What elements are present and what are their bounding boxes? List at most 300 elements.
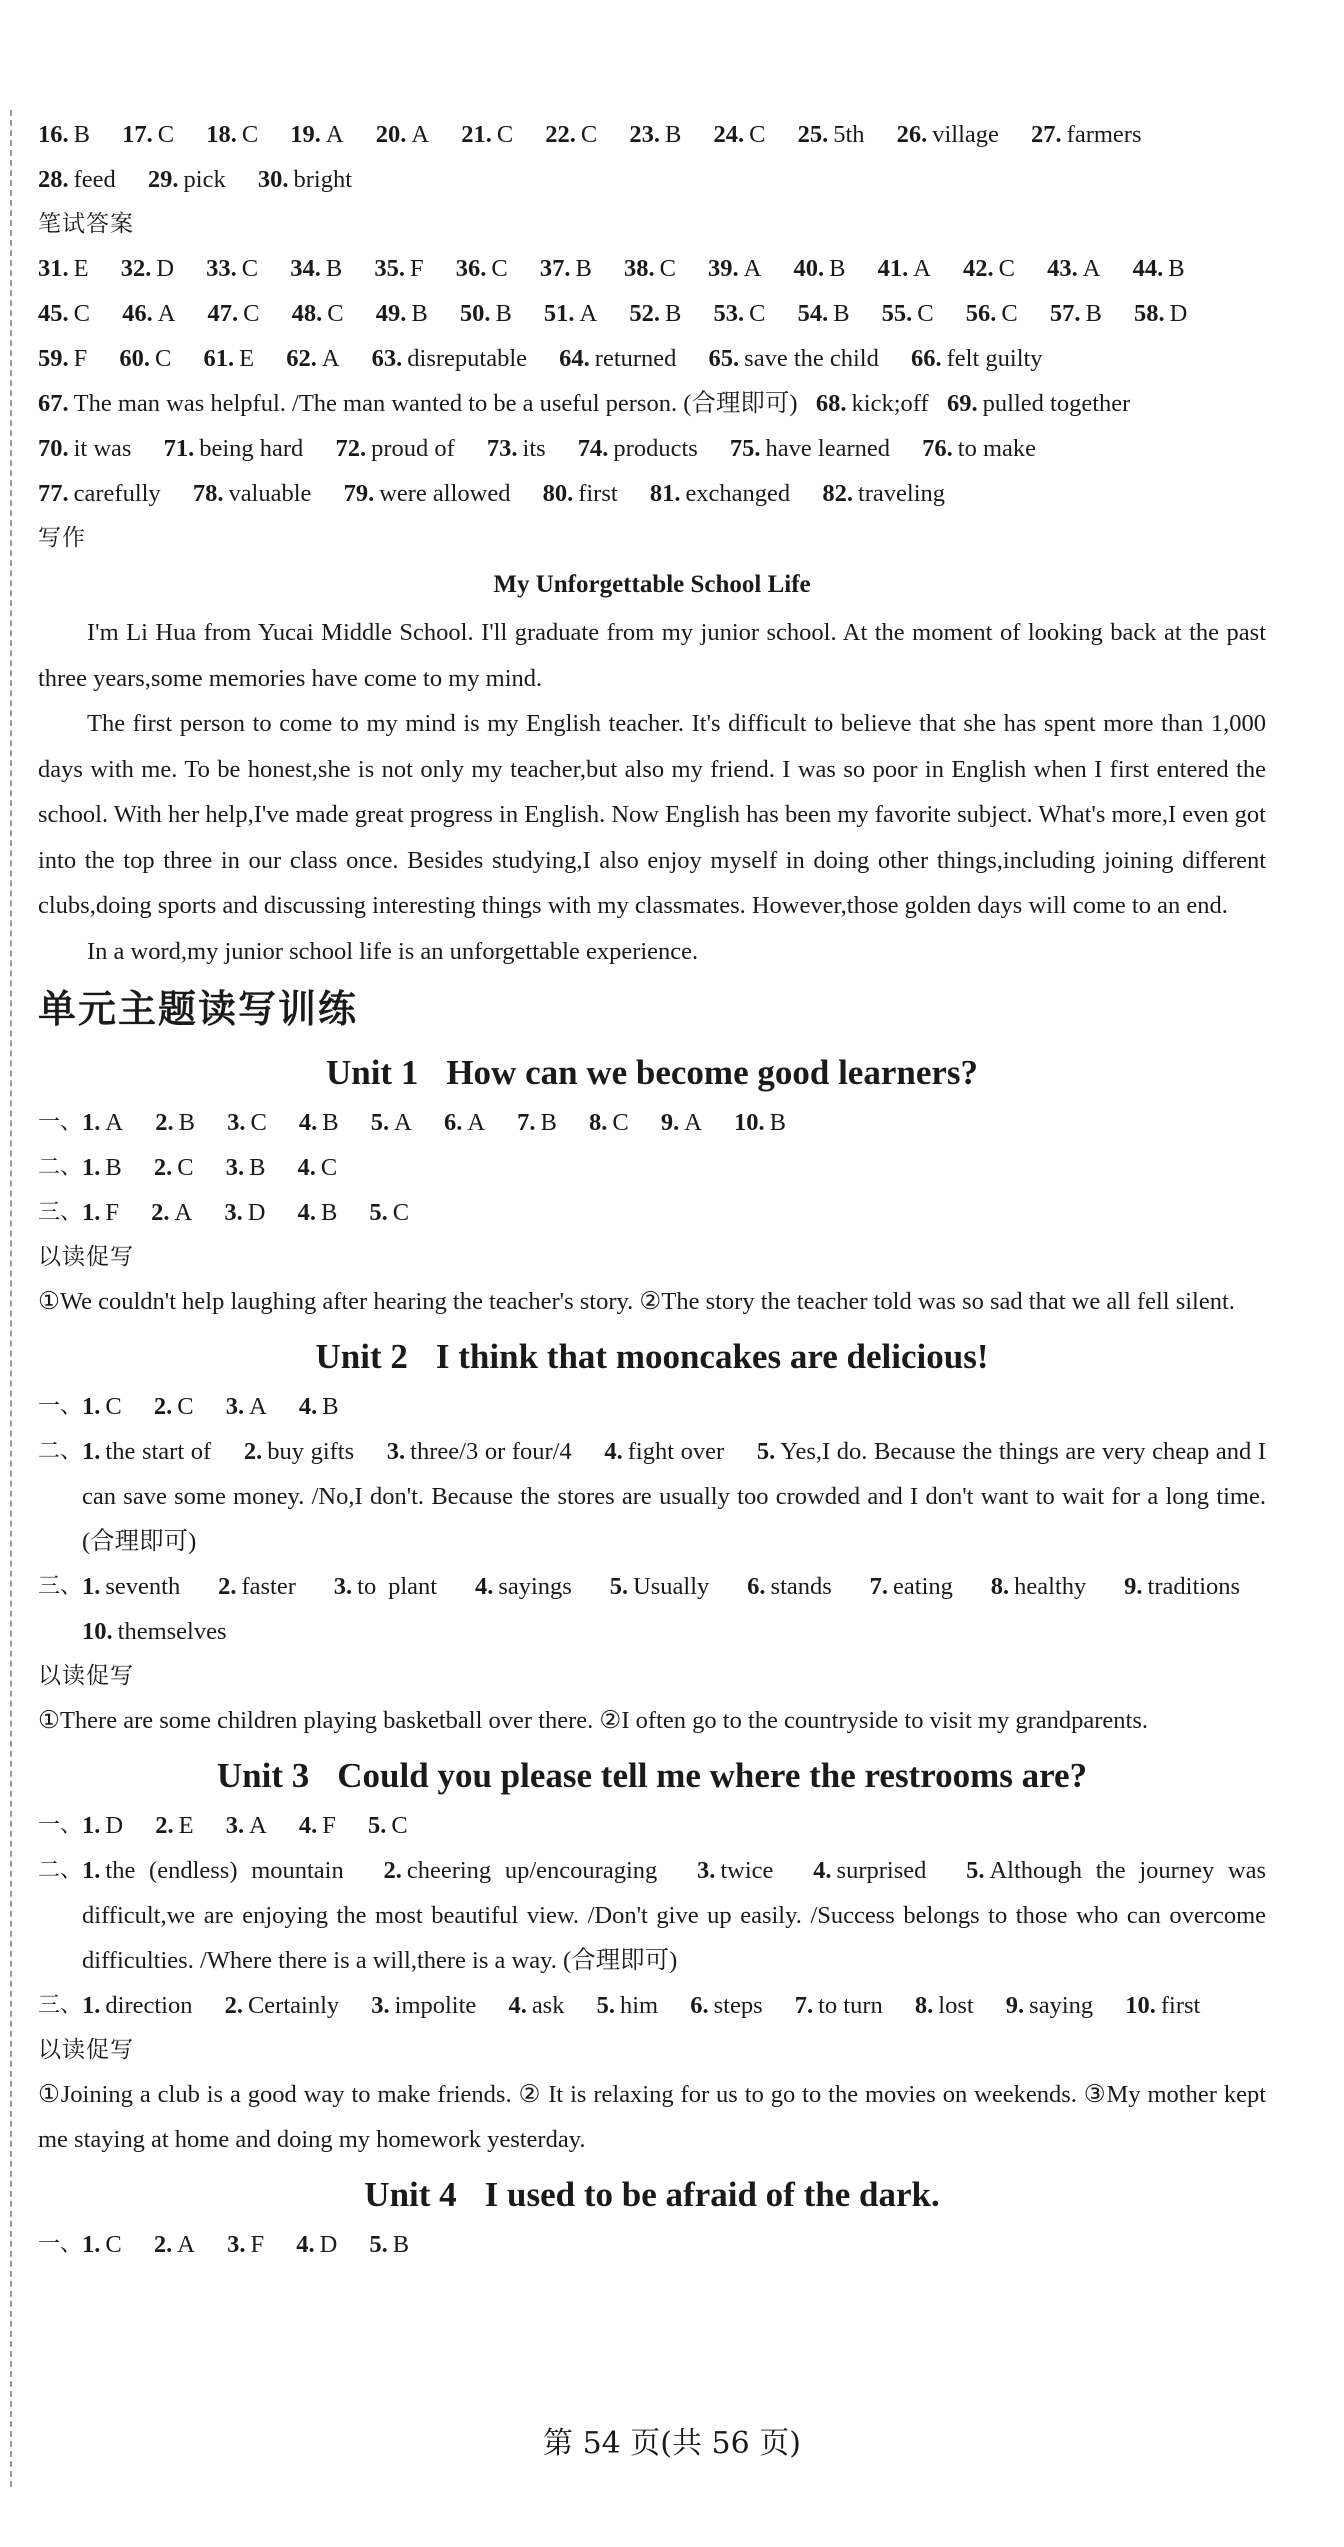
answer-item [376,121,429,148]
question-number: 35. [374,255,405,282]
question-number: 29. [147,166,179,193]
answer-item [624,255,676,282]
answer-item [38,121,90,148]
answer-text: A [743,255,762,282]
answer-text: C [659,255,676,282]
answer-item [795,1992,883,2019]
answer-item [966,300,1018,327]
answer-text: eating [893,1573,953,1600]
question-number: 45. [38,300,69,327]
question-number: 73. [486,435,518,462]
answer-text: the (endless) mountain [105,1857,344,1884]
question-number: 1. [82,1857,101,1884]
answer-item [517,1109,557,1136]
question-number: 1. [82,1573,101,1600]
answer-text: three/3 or four/4 [410,1438,572,1465]
answer-text: him [619,1992,659,2019]
answer-text: B [1168,255,1185,282]
answer-item [475,1573,572,1600]
answer-item [372,345,527,372]
answer-item [119,345,171,372]
question-number: 5. [596,1992,615,2019]
question-number: 65. [708,345,740,372]
unit-number: Unit 4 [364,2175,457,2214]
answer-text: have learned [765,435,891,462]
part-label: 二、 [38,1858,83,1883]
answer-text: B [322,1109,339,1136]
question-number: 32. [120,255,152,282]
answer-text: F [105,1199,120,1226]
answer-text: kick;off [851,390,929,417]
part-answers [82,2222,1266,2267]
answer-text: bright [293,166,353,193]
answer-text: traditions [1147,1573,1241,1600]
answer-text: pick [183,166,226,193]
part-label: 一、 [38,2232,83,2257]
answer-item [371,1992,476,2019]
answer-row-67-69 [38,381,1266,426]
answer-item [540,255,592,282]
answer-text: to plant [357,1573,438,1600]
answer-item [461,121,513,148]
answer-text: C [612,1109,629,1136]
answer-item [460,300,512,327]
question-number: 77. [38,480,69,507]
question-number: 78. [192,480,224,507]
question-number: 5. [966,1857,985,1884]
answer-item [298,1199,338,1226]
answer-row [38,157,1266,202]
answer-item [508,1992,564,2019]
part-label: 三、 [38,1200,83,1225]
answer-text: B [665,121,682,148]
question-number: 67. [38,390,69,417]
answer-item [296,2231,337,2258]
read-to-write-heading: 以读促写 [38,1663,134,1689]
part-label: 三、 [38,1993,83,2018]
answer-text: F [73,345,88,372]
answer-text: F [250,2231,265,2258]
question-number: 1. [82,1812,101,1839]
answer-text: feed [73,166,116,193]
answer-item [963,255,1015,282]
essay-paragraph: I'm Li Hua from Yucai Middle School. I'll graduate from my junior school. At the moment of looking back at the past three years,some memories have come to my mind. [38,619,1266,692]
answer-page [38,112,1266,2267]
part-answers [82,1848,1266,1983]
answer-text: A [325,121,344,148]
question-number: 5. [756,1438,776,1465]
question-number: 2. [153,1154,173,1181]
question-number: 62. [286,345,317,372]
answer-item [911,345,1043,372]
question-number: 56. [965,300,997,327]
unit-number: Unit 3 [216,1756,310,1795]
question-number: 1. [82,1109,101,1136]
answer-item [713,121,765,148]
answer-text: A [913,255,931,282]
question-number: 58. [1133,300,1165,327]
question-number: 79. [343,480,375,507]
answer-text: lost [938,1992,974,2019]
essay-title: My Unforgettable School Life [493,571,811,598]
question-number: 5. [368,1812,387,1839]
answer-item [650,480,790,507]
unit-3-read-to-write: ①Joining a club is a good way to make friends. ② It is relaxing for us to go to the movies on weekends. ③My mother kept me staying at home and doing my homework yesterday. [38,2081,1266,2153]
unit-3-part-3 [38,1983,1266,2028]
answer-item [203,345,254,372]
answer-text: B [178,1109,195,1136]
answer-text: save the child [744,345,879,372]
answer-text: healthy [1014,1573,1087,1600]
answer-item [915,1992,974,2019]
question-number: 42. [963,255,994,282]
answer-item [218,1573,296,1600]
question-number: 7. [517,1109,536,1136]
question-number: 3. [371,1992,390,2019]
question-number: 2. [243,1438,263,1465]
question-number: 7. [794,1992,814,2019]
answer-item [38,300,90,327]
answer-text: stands [770,1573,832,1600]
answer-item [226,1393,267,1420]
answer-text: disreputable [407,345,528,372]
answer-item [1125,1992,1200,2019]
writing-heading: 写作 [38,525,86,551]
part-answers [82,1100,1266,1145]
question-number: 1. [82,1199,101,1226]
answer-item [545,121,597,148]
answer-item [1050,300,1102,327]
answer-item [589,1109,629,1136]
question-number: 3. [225,1154,245,1181]
answer-text: village [932,121,999,148]
answer-text: steps [713,1992,763,2019]
question-number: 5. [369,1199,388,1226]
answer-text: faster [241,1573,296,1600]
answer-item [82,1154,122,1181]
answer-item [193,480,312,507]
answer-item [878,255,931,282]
answer-text: sayings [498,1573,572,1600]
answer-text: traveling [857,480,946,507]
part-label: 一、 [38,1813,83,1838]
answer-text: C [73,300,90,327]
answer-text: A [105,1109,124,1136]
answer-text: B [665,300,682,327]
question-number: 4. [298,1812,318,1839]
question-number: 1. [82,1393,101,1420]
question-number: 9. [660,1109,680,1136]
answer-row [38,336,1266,381]
question-number: 40. [793,255,825,282]
part-answers [82,1429,1266,1564]
answer-text: first [578,480,618,507]
answer-item [290,121,343,148]
answer-text: D [156,255,175,282]
answer-text: buy gifts [267,1438,355,1465]
question-number: 44. [1132,255,1164,282]
question-number: 48. [291,300,323,327]
question-number: 50. [459,300,491,327]
question-number: 3. [225,1393,245,1420]
answer-text: A [684,1109,702,1136]
answer-item [371,1109,412,1136]
question-number: 43. [1047,255,1078,282]
answer-text: Usually [633,1573,710,1600]
answer-text: B [769,1109,787,1136]
answer-item [813,1857,926,1884]
answer-text: B [540,1109,557,1136]
read-to-write-heading: 以读促写 [38,2037,134,2063]
question-number: 10. [82,1618,113,1645]
question-number: 74. [577,435,609,462]
answer-item [374,255,423,282]
answer-text: D [319,2231,338,2258]
part-label: 二、 [38,1155,83,1180]
answer-item [299,1393,339,1420]
question-number: 70. [38,435,69,462]
question-number: 8. [990,1573,1010,1600]
answer-item [148,166,226,193]
answer-item [82,1393,122,1420]
answer-item [544,300,597,327]
answer-text: 5th [833,121,865,148]
answer-text: The man was helpful. /The man wanted to be a useful person. (合理即可) [73,390,798,417]
answer-text: C [998,255,1015,282]
question-number: 22. [545,121,576,148]
answer-text: B [833,300,850,327]
answer-item [629,121,681,148]
answer-text: A [579,300,598,327]
answer-text: C [155,345,172,372]
answer-item [82,1812,123,1839]
part-label: 一、 [38,1110,83,1135]
unit-1-title [38,1046,1266,1100]
unit-4-part-1 [38,2222,1266,2267]
answer-item [82,1992,192,2019]
answer-item [747,1573,832,1600]
answer-text: being hard [199,435,304,462]
answer-row [38,291,1266,336]
question-number: 71. [163,435,195,462]
answer-text: B [320,1199,338,1226]
question-number: 82. [822,480,853,507]
answer-text: C [177,1154,194,1181]
question-number: 9. [1005,1992,1025,2019]
answer-row [38,246,1266,291]
answer-text: twice [720,1857,774,1884]
answer-text: C [157,121,175,148]
answer-item [1031,121,1141,148]
answer-text: C [917,300,934,327]
answer-text: C [177,1393,194,1420]
question-number: 64. [559,345,590,372]
answer-text: C [243,300,260,327]
question-number: 59. [38,345,69,372]
question-number: 6. [747,1573,766,1600]
essay-paragraph: In a word,my junior school life is an unforgettable experience. [87,937,699,965]
answer-text: first [1160,1992,1201,2019]
answer-item [334,1573,437,1600]
part-label: 三、 [38,1574,83,1599]
question-number: 76. [922,435,953,462]
answer-text: B [249,1154,266,1181]
question-number: 16. [38,121,69,148]
question-number: 24. [713,121,745,148]
question-number: 2. [218,1573,237,1600]
unit-3-title [38,1749,1266,1803]
answer-item [991,1573,1087,1600]
answer-text: B [495,300,512,327]
answer-item [82,1618,227,1645]
answer-item [292,300,344,327]
answer-text: B [392,2231,410,2258]
question-number: 53. [713,300,745,327]
question-number: 51. [543,300,575,327]
answer-text: B [829,255,846,282]
answer-item [578,435,698,462]
answer-item [697,1857,773,1884]
question-number: 52. [629,300,660,327]
answer-item [82,1857,344,1884]
answer-item [122,121,174,148]
answer-item [870,1573,953,1600]
question-number: 6. [443,1109,463,1136]
answer-item [206,121,258,148]
question-number: 27. [1031,121,1062,148]
answer-item [82,1573,180,1600]
answer-item [1047,255,1100,282]
answer-text: B [322,1393,339,1420]
answer-text: C [105,1393,122,1420]
question-number: 49. [375,300,407,327]
answer-item [38,435,131,462]
answer-item [456,255,508,282]
question-number: 5. [369,2231,388,2258]
answer-text: C [491,255,508,282]
answer-item [227,2231,264,2258]
answer-text: C [580,121,598,148]
question-number: 2. [151,1199,170,1226]
answer-text: exchanged [685,480,791,507]
question-number: 1. [82,1154,101,1181]
question-number: 47. [207,300,239,327]
answer-text: Although the journey was difficult,we are enjoying the most beautiful view. /Don't give up easily. /Success belongs to those who can overcome difficulties. /Where there is a will,there is a way. (合理即可) [82,1857,1267,1974]
question-number: 81. [649,480,681,507]
answer-text: C [392,1199,410,1226]
question-number: 7. [869,1573,889,1600]
question-number: 33. [206,255,237,282]
question-number: 4. [604,1438,623,1465]
question-number: 4. [298,1393,318,1420]
question-number: 5. [609,1573,629,1600]
question-number: 2. [155,1812,174,1839]
question-number: 54. [797,300,829,327]
answer-group [82,1438,757,1465]
answer-item [290,255,342,282]
unit-heading: I used to be afraid of the dark. [484,2175,940,2214]
answer-text: the start of [105,1438,212,1465]
unit-1-part-1 [38,1100,1266,1145]
question-number: 69. [947,390,978,417]
answer-item [369,2231,409,2258]
answer-item [690,1992,762,2019]
question-number: 1. [82,1438,101,1465]
question-number: 4. [508,1992,527,2019]
question-number: 4. [813,1857,832,1884]
answer-item [387,1438,572,1465]
answer-item [793,255,845,282]
answer-item [38,345,87,372]
part-answers [82,1803,1266,1848]
question-number: 36. [455,255,487,282]
answer-text: B [325,255,343,282]
answer-text: C [749,300,766,327]
answer-text: returned [594,345,677,372]
question-number: 80. [542,480,574,507]
question-number: 3. [697,1857,716,1884]
answer-text: farmers [1066,121,1142,148]
answer-text: A [1082,255,1101,282]
answer-item [258,166,352,193]
answer-text: surprised [836,1857,927,1884]
answer-item [151,1199,192,1226]
answer-item [383,1857,657,1884]
answer-row [38,471,1266,516]
answer-text: C [749,121,766,148]
answer-item [543,480,618,507]
answer-text: themselves [117,1618,227,1645]
unit-heading: Could you please tell me where the restrooms are? [337,1756,1088,1795]
unit-number: Unit 1 [325,1053,419,1092]
answer-item [298,1154,338,1181]
question-number: 1. [82,2231,101,2258]
answer-item [604,1438,724,1465]
answer-row [38,112,1266,157]
answer-item [224,1199,265,1226]
answer-item [610,1573,710,1600]
answer-item [206,255,258,282]
answer-item [225,1992,340,2019]
answer-item [922,435,1036,462]
question-number: 2. [155,1109,174,1136]
answer-item [299,1109,339,1136]
answer-text: C [320,1154,338,1181]
answer-text: C [1001,300,1018,327]
answer-item [882,300,934,327]
question-number: 28. [38,166,69,193]
answer-row [38,426,1266,471]
answer-item [798,300,850,327]
answer-item [487,435,546,462]
question-number: 72. [335,435,367,462]
answer-item [661,1109,702,1136]
answer-item [369,1199,409,1226]
page-number: 第 54 页(共 56 页) [543,2426,801,2461]
answer-text: E [178,1812,194,1839]
answer-text: cheering up/encouraging [406,1857,658,1884]
answer-text: C [241,255,259,282]
question-number: 19. [290,121,321,148]
answer-text: D [1169,300,1188,327]
answer-item [335,435,454,462]
question-number: 4. [474,1573,494,1600]
answer-text: E [239,345,255,372]
answer-text: B [411,300,428,327]
answer-text: direction [105,1992,193,2019]
question-number: 20. [375,121,407,148]
question-number: 55. [881,300,913,327]
